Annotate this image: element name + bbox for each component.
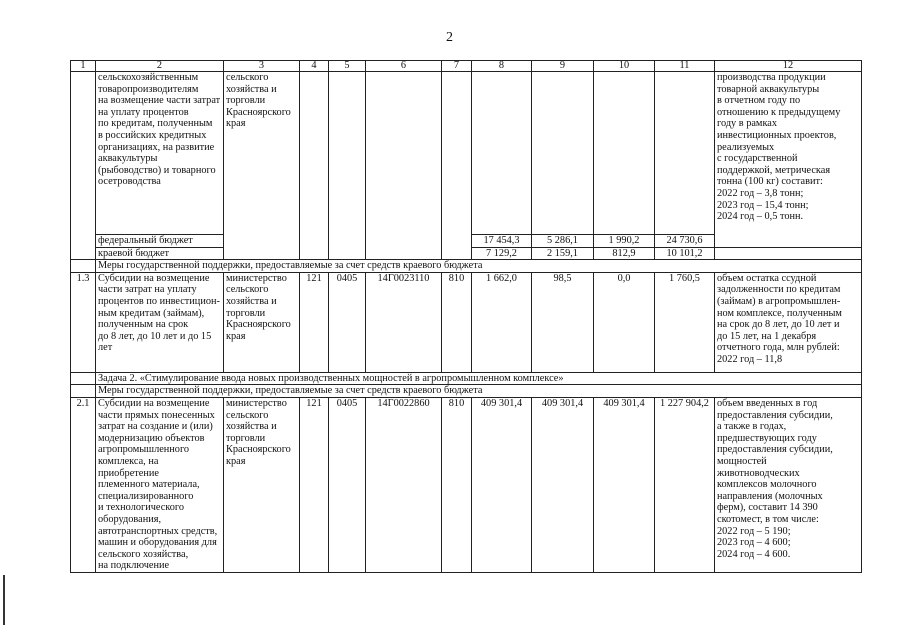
table-row — [71, 272, 862, 372]
budget-label-cell: федеральный бюджет — [96, 235, 224, 248]
code-cell: 0405 — [329, 397, 366, 572]
value-cell: 409 301,4 — [594, 397, 655, 572]
value-cell: 0,0 — [594, 272, 655, 372]
value-cell: 7 129,2 — [472, 247, 532, 260]
code-cell: 121 — [300, 272, 329, 372]
code-cell: 14Г0023110 — [366, 272, 442, 372]
header-cell: 1 — [71, 61, 96, 72]
section-row — [71, 372, 862, 385]
budget-table — [70, 60, 862, 573]
header-cell: 8 — [472, 61, 532, 72]
table-row — [71, 72, 862, 235]
header-cell: 3 — [224, 61, 300, 72]
header-cell: 10 — [594, 61, 655, 72]
code-cell: 810 — [442, 272, 472, 372]
header-cell: 12 — [715, 61, 862, 72]
code-cell: 14Г0022860 — [366, 397, 442, 572]
value-cell: 409 301,4 — [532, 397, 594, 572]
value-cell: 5 286,1 — [532, 235, 594, 248]
value-cell: 24 730,6 — [655, 235, 715, 248]
value-cell: 1 990,2 — [594, 235, 655, 248]
scan-margin-line — [3, 575, 5, 625]
value-cell: 1 227 904,2 — [655, 397, 715, 572]
page-number: 2 — [446, 30, 453, 45]
row-number: 1.3 — [71, 272, 96, 372]
value-cell: 17 454,3 — [472, 235, 532, 248]
section-title: Меры государственной поддержки, предоставляемые за счет средств краевого бюджета — [96, 260, 862, 273]
result-cell: объем введенных в год предоставления субсидии, а также в годах, предшествующих году предоставления субсидии, мощностей животноводческих комплексов молочного направления (молочных ферм), составит 14 390 скотомест, в том числе: 2022 год – 5 190; 2023 год – 4 600; 2024 год – 4 600. — [715, 397, 862, 572]
header-cell: 5 — [329, 61, 366, 72]
header-cell: 4 — [300, 61, 329, 72]
header-cell: 6 — [366, 61, 442, 72]
header-cell: 2 — [96, 61, 224, 72]
measure-name-cell: сельскохозяйственным товаропроизводителям на возмещение части затрат на уплату процентов по кредитам, полученным в российских кредитных организациях, на развитие аквакультуры (рыбоводство) и товарного осетроводства — [96, 72, 224, 235]
code-cell: 121 — [300, 397, 329, 572]
section-row — [71, 260, 862, 273]
header-cell: 11 — [655, 61, 715, 72]
header-row — [71, 61, 862, 72]
value-cell: 1 760,5 — [655, 272, 715, 372]
code-cell: 0405 — [329, 272, 366, 372]
measure-name-cell: Субсидии на возмещение части затрат на уплату процентов по инвестицион- ным кредитам (займам), полученным на срок до 8 лет, до 10 лет и до 15 лет — [96, 272, 224, 372]
value-cell: 98,5 — [532, 272, 594, 372]
value-cell: 2 159,1 — [532, 247, 594, 260]
value-cell: 409 301,4 — [472, 397, 532, 572]
result-cell: объем остатка ссудной задолженности по кредитам (займам) в агропромышлен- ном комплексе, полученным на срок до 8 лет, до 10 лет и до 15 лет, на 1 декабря отчетного года, млн рублей: 2022 год – 11,8 — [715, 272, 862, 372]
executor-cell: министерство сельского хозяйства и торговли Красноярского края — [224, 397, 300, 572]
table-row — [71, 397, 862, 572]
section-title: Меры государственной поддержки, предоставляемые за счет средств краевого бюджета — [96, 385, 862, 398]
task-title: Задача 2. «Стимулирование ввода новых производственных мощностей в агропромышленном комплексе» — [96, 372, 862, 385]
budget-label-cell: краевой бюджет — [96, 247, 224, 260]
header-cell: 7 — [442, 61, 472, 72]
result-cell: производства продукции товарной аквакультуры в отчетном году по отношению к предыдущему году в рамках инвестиционных проектов, реализуемых с государственной поддержкой, метрическая тонна (100 кг) составит: 2022 год – 3,8 тонн; 2023 год – 15,4 тонн; 2024 год – 0,5 тонн. — [715, 72, 862, 248]
measure-name-cell: Субсидии на возмещение части прямых понесенных затрат на создание и (или) модернизацию объектов агропромышленного комплекса, на приобретение племенного материала, специализированного и технологического оборудования, автотранспортных средств, машин и оборудования для сельского хозяйства, на подключение — [96, 397, 224, 572]
executor-cell: сельского хозяйства и торговли Красноярского края — [224, 72, 300, 260]
code-cell: 810 — [442, 397, 472, 572]
value-cell: 1 662,0 — [472, 272, 532, 372]
header-cell: 9 — [532, 61, 594, 72]
section-row — [71, 385, 862, 398]
row-number: 2.1 — [71, 397, 96, 572]
value-cell: 812,9 — [594, 247, 655, 260]
value-cell: 10 101,2 — [655, 247, 715, 260]
executor-cell: министерство сельского хозяйства и торговли Красноярского края — [224, 272, 300, 372]
